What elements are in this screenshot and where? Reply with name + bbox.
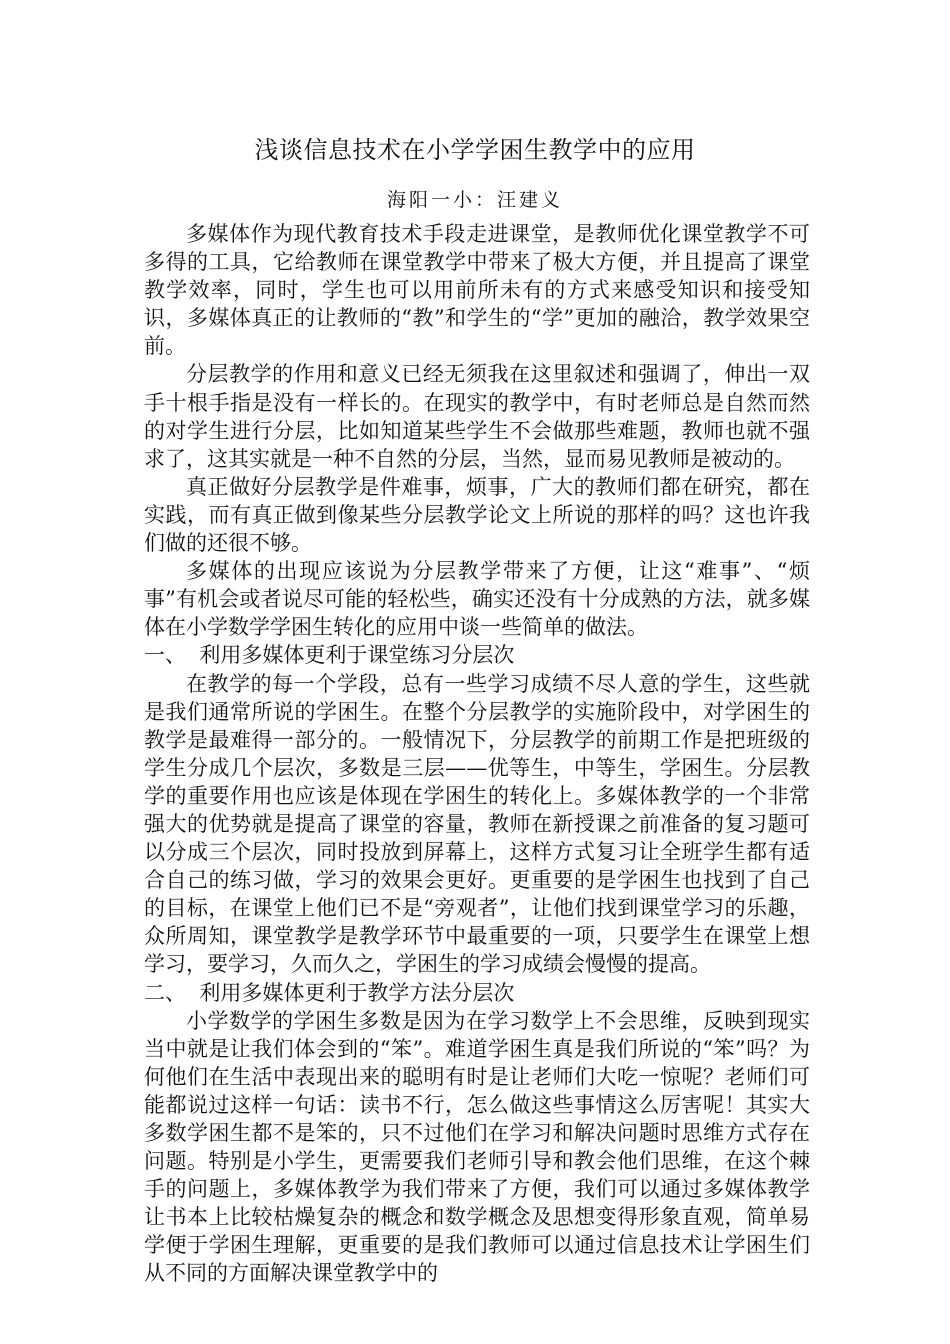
paragraph-difficulty: 真正做好分层教学是件难事，烦事，广大的教师们都在研究，都在实践，而有真正做到像某些分层教学论文上所说的那样的吗？这也许我们做的还很不够。 <box>144 474 810 556</box>
document-body <box>144 220 810 1288</box>
paragraph-layered-teaching: 分层教学的作用和意义已经无须我在这里叙述和强调了，伸出一双手十根手指是没有一样长的。在现实的教学中，有时老师总是自然而然的对学生进行分层，比如知道某些学生不会做那些难题，教师也就不强求了，这其实就是一种不自然的分层，当然，显而易见教师是被动的。 <box>144 362 810 471</box>
document-title: 浅谈信息技术在小学学困生教学中的应用 <box>254 136 696 164</box>
section-heading-1: 一、 利用多媒体更利于课堂练习分层次 <box>144 643 515 668</box>
section-2-paragraph: 小学数学的学困生多数是因为在学习数学上不会思维，反映到现实当中就是让我们体会到的“笨”。难道学困生真是我们所说的“笨”吗？为何他们在生活中表现出来的聪明有时是让老师们大吃一惊呢？老师们可能都说过这样一句话：读书不行，怎么做这些事情这么厉害呢！其实大多数学困生都不是笨的，只不过他们在学习和解决问题时思维方式存在问题。特别是小学生，更需要我们老师引导和教会他们思维，在这个棘手的问题上，多媒体教学为我们带来了方便，我们可以通过多媒体教学让书本上比较枯燥复杂的概念和数学概念及思想变得形象直观，简单易学便于学困生理解，更重要的是我们教师可以通过信息技术让学困生们从不同的方面解决课堂教学中的 <box>144 1008 810 1286</box>
document-author: 海阳一小：汪建义 <box>386 189 563 211</box>
paragraph-intro: 多媒体作为现代教育技术手段走进课堂，是教师优化课堂教学不可多得的工具，它给教师在课堂教学中带来了极大方便，并且提高了课堂教学效率，同时，学生也可以用前所未有的方式来感受知识和接受知识，多媒体真正的让教师的“教”和学生的“学”更加的融洽，教学效果空前。 <box>144 222 810 359</box>
section-heading-2: 二、 利用多媒体更利于教学方法分层次 <box>144 980 515 1005</box>
section-1-paragraph: 在教学的每一个学段，总有一些学习成绩不尽人意的学生，这些就是我们通常所说的学困生。在整个分层教学的实施阶段中，对学困生的教学是最难得一部分的。一般情况下，分层教学的前期工作是把班级的学生分成几个层次，多数是三层——优等生，中等生，学困生。分层教学的重要作用也应该是体现在学困生的转化上。多媒体教学的一个非常强大的优势就是提高了课堂的容量，教师在新授课之前准备的复习题可以分成三个层次，同时投放到屏幕上，这样方式复习让全班学生都有适合自己的练习做，学习的效果会更好。更重要的是学困生也找到了自己的目标，在课堂上他们已不是“旁观者”，让他们找到课堂学习的乐趣，众所周知，课堂教学是教学环节中最重要的一项，只要学生在课堂上想学习，要学习，久而久之，学困生的学习成绩会慢慢的提高。 <box>144 671 810 977</box>
paragraph-multimedia: 多媒体的出现应该说为分层教学带来了方便，让这“难事”、“烦事”有机会或者说尽可能的轻松些，确实还没有十分成熟的方法，就多媒体在小学数学学困生转化的应用中谈一些简单的做法。 <box>144 559 810 640</box>
